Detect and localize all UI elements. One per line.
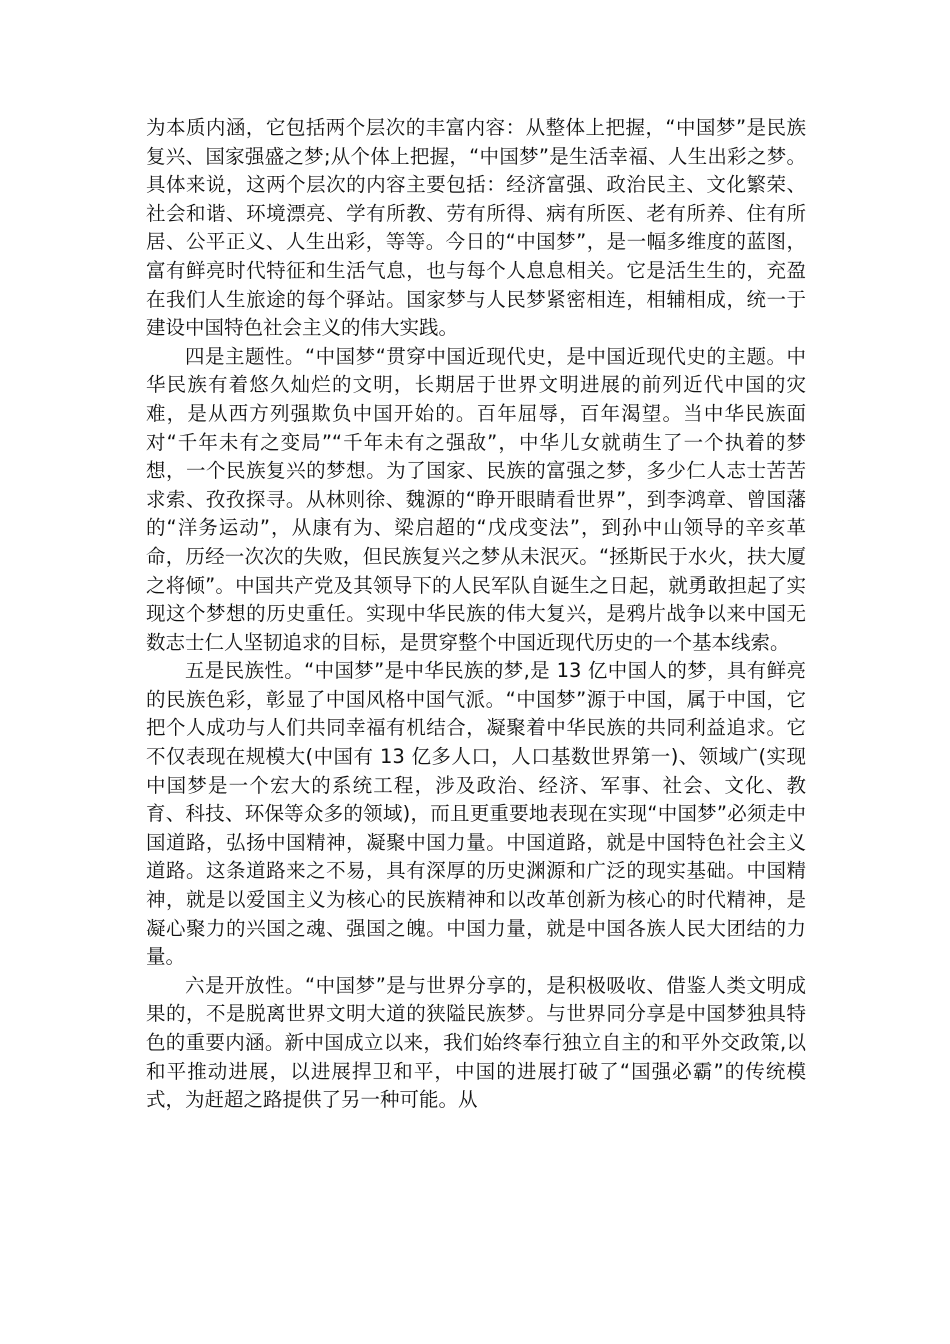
paragraph-national-character: 五是民族性。“中国梦”是中华民族的梦,是 13 亿中国人的梦，具有鲜亮的民族色彩，彰显了中国风格中国气派。“中国梦”源于中国，属于中国，它把个人成功与人们共同幸福有机结合，凝聚着中华民族的共同利益追求。它不仅表现在规模大(中国有 13 亿多人口，人口基数世界第一)、领域广(实现中国梦是一个宏大的系统工程，涉及政治、经济、军事、社会、文化、教育、科技、环保等众多的领域)，而且更重要地表现在实现“中国梦”必须走中国道路，弘扬中国精神，凝聚中国力量。中国道路，就是中国特色社会主义道路。这条道路来之不易，具有深厚的历史渊源和广泛的现实基础。中国精神，就是以爱国主义为核心的民族精神和以改革创新为核心的时代精神，是凝心聚力的兴国之魂、强国之魄。中国力量，就是中国各族人民大团结的力量。 — [146, 659, 806, 969]
paragraph-theme: 四是主题性。“中国梦“贯穿中国近现代史，是中国近现代史的主题。中华民族有着悠久灿烂的文明，长期居于世界文明进展的前列近代中国的灾难，是从西方列强欺负中国开始的。百年屈辱，百年渴望。当中华民族面对“千年未有之变局”“千年未有之强敌”，中华儿女就萌生了一个执着的梦想，一个民族复兴的梦想。为了国家、民族的富强之梦，多少仁人志士苦苦求索、孜孜探寻。从林则徐、魏源的“睁开眼睛看世界”，到李鸿章、曾国藩的“洋务运动”，从康有为、梁启超的“戊戌变法”，到孙中山领导的辛亥革命，历经一次次的失败，但民族复兴之梦从未泯灭。“拯斯民于水火，扶大厦之将倾”。中国共产党及其领导下的人民军队自诞生之日起，就勇敢担起了实现这个梦想的历史重任。实现中华民族的伟大复兴，是鸦片战争以来中国无数志士仁人坚韧追求的目标，是贯穿整个中国近现代历史的一个基本线索。 — [146, 344, 806, 654]
document-body — [146, 114, 806, 1115]
paragraph-dream-content: 为本质内涵，它包括两个层次的丰富内容：从整体上把握，“中国梦”是民族复兴、国家强盛之梦;从个体上把握，“中国梦”是生活幸福、人生出彩之梦。具体来说，这两个层次的内容主要包括：经济富强、政治民主、文化繁荣、社会和谐、环境漂亮、学有所教、劳有所得、病有所医、老有所养、住有所居、公平正义、人生出彩，等等。今日的“中国梦”，是一幅多维度的蓝图，富有鲜亮时代特征和生活气息，也与每个人息息相关。它是活生生的，充盈在我们人生旅途的每个驿站。国家梦与人民梦紧密相连，相辅相成，统一于建设中国特色社会主义的伟大实践。 — [146, 116, 806, 340]
paragraph-openness: 六是开放性。“中国梦”是与世界分享的，是积极吸收、借鉴人类文明成果的，不是脱离世界文明大道的狭隘民族梦。与世界同分享是中国梦独具特色的重要内涵。新中国成立以来，我们始终奉行独立自主的和平外交政策,以和平推动进展，以进展捍卫和平，中国的进展打破了“国强必霸”的传统模式，为赶超之路提供了另一种可能。从 — [146, 973, 806, 1112]
